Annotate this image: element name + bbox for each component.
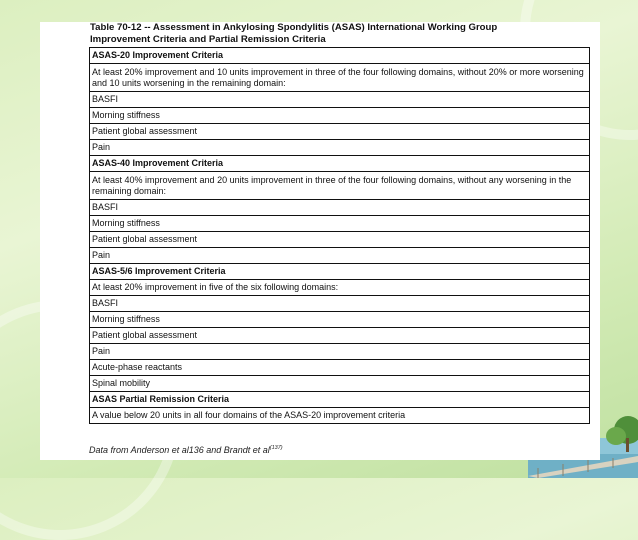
section-description: At least 20% improvement and 10 units improvement in three of the four following domains, without 20% or more worsening and 10 units worsening in the remaining domain: — [90, 64, 590, 92]
domain-cell: BASFI — [90, 296, 590, 312]
table-title — [90, 22, 590, 45]
domain-cell: Morning stiffness — [90, 216, 590, 232]
domain-cell: Spinal mobility — [90, 376, 590, 392]
table-title-line-1: Table 70-12 -- Assessment in Ankylosing Spondylitis (ASAS) International Working Group — [90, 22, 498, 33]
section-description: At least 20% improvement in five of the six following domains: — [90, 280, 590, 296]
domain-cell: BASFI — [90, 92, 590, 108]
table-row — [90, 328, 590, 344]
table-row — [90, 140, 590, 156]
domain-cell: Acute-phase reactants — [90, 360, 590, 376]
domain-cell: Morning stiffness — [90, 108, 590, 124]
table-row — [90, 312, 590, 328]
table-row — [90, 296, 590, 312]
footnote-text: Data from Anderson et al136 and Brandt et al — [89, 445, 270, 455]
domain-cell: Patient global assessment — [90, 124, 590, 140]
domain-cell: Patient global assessment — [90, 232, 590, 248]
table-row — [90, 344, 590, 360]
table-row — [90, 360, 590, 376]
table-row — [90, 216, 590, 232]
domain-cell: Morning stiffness — [90, 312, 590, 328]
section-description: At least 40% improvement and 20 units improvement in three of the four following domains, without any worsening in the remaining domain: — [90, 172, 590, 200]
table-title-line-2: Improvement Criteria and Partial Remission Criteria — [90, 33, 326, 45]
section-heading: ASAS Partial Remission Criteria — [90, 392, 590, 408]
table-row — [90, 408, 590, 424]
table-row — [90, 248, 590, 264]
table-row — [90, 200, 590, 216]
table-row — [90, 392, 590, 408]
table-row — [90, 264, 590, 280]
table-row — [90, 172, 590, 200]
domain-cell: Pain — [90, 140, 590, 156]
table-row — [90, 48, 590, 64]
table-footnote — [89, 445, 589, 455]
section-heading: ASAS-20 Improvement Criteria — [90, 48, 590, 64]
criteria-table — [89, 47, 590, 424]
table-row — [90, 92, 590, 108]
table-row — [90, 124, 590, 140]
section-heading: ASAS-40 Improvement Criteria — [90, 156, 590, 172]
domain-cell: Patient global assessment — [90, 328, 590, 344]
table-row — [90, 376, 590, 392]
table-row — [90, 280, 590, 296]
domain-cell: Pain — [90, 344, 590, 360]
table-row — [90, 232, 590, 248]
domain-cell: Pain — [90, 248, 590, 264]
section-description: A value below 20 units in all four domains of the ASAS-20 improvement criteria — [90, 408, 590, 424]
table-row — [90, 108, 590, 124]
document-page — [40, 22, 600, 460]
domain-cell: BASFI — [90, 200, 590, 216]
section-heading: ASAS-5/6 Improvement Criteria — [90, 264, 590, 280]
footnote-reference: (137) — [269, 445, 283, 451]
table-row — [90, 64, 590, 92]
table-row — [90, 156, 590, 172]
